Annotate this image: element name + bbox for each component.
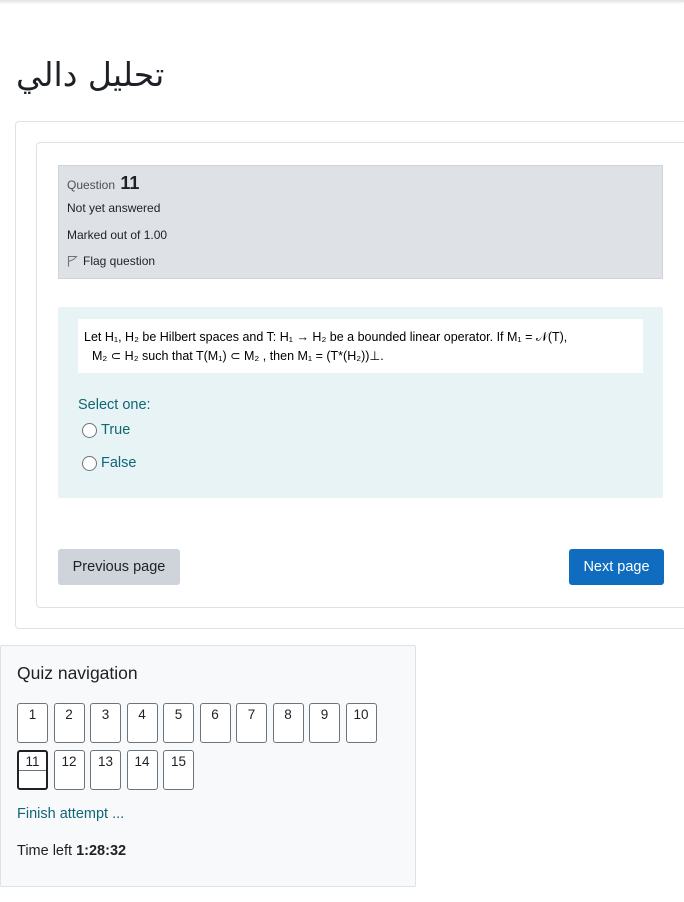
question-text-line-2: M₂ ⊂ H₂ such that T(M₁) ⊂ M₂ , then M₁ = (T*(H₂))⊥. <box>92 349 384 363</box>
page-title: تحليل دالي <box>16 55 165 94</box>
answer-label-true: True <box>101 422 131 438</box>
quiz-nav-button-12[interactable]: 12 <box>54 750 85 790</box>
question-text-line-1: Let H₁, H₂ be Hilbert spaces and T: H₁ → H₂ be a bounded linear operator. If M₁ = 𝒩(T), <box>84 330 568 344</box>
quiz-nav-button-10[interactable]: 10 <box>346 703 377 743</box>
radio-false[interactable] <box>82 456 97 471</box>
answer-label-false: False <box>101 455 137 471</box>
question-number: 11 <box>120 173 140 193</box>
quiz-nav-button-15[interactable]: 15 <box>163 750 194 790</box>
flag-question-link[interactable] <box>67 254 155 268</box>
quiz-nav-button-7[interactable]: 7 <box>236 703 267 743</box>
question-label: Question <box>67 178 116 192</box>
quiz-nav-button-14[interactable]: 14 <box>127 750 158 790</box>
quiz-nav-button-4[interactable]: 4 <box>127 703 158 743</box>
question-state: Not yet answered <box>67 201 161 215</box>
quiz-timer <box>17 843 126 859</box>
question-info <box>58 165 663 279</box>
quiz-nav-button-2[interactable]: 2 <box>54 703 85 743</box>
question-heading <box>67 173 139 194</box>
flag-icon <box>67 255 78 267</box>
quiz-nav-button-1[interactable]: 1 <box>17 703 48 743</box>
quiz-nav-button-6[interactable]: 6 <box>200 703 231 743</box>
question-text <box>78 319 643 373</box>
quiz-nav-button-3[interactable]: 3 <box>90 703 121 743</box>
quiz-nav-button-9[interactable]: 9 <box>309 703 340 743</box>
quiz-nav-button-8[interactable]: 8 <box>273 703 304 743</box>
finish-attempt-link[interactable]: Finish attempt ... <box>17 806 125 822</box>
quiz-navigation-block <box>0 645 416 887</box>
quiz-nav-button-11[interactable]: 11 <box>17 750 48 790</box>
time-left-value: 1:28:32 <box>76 843 127 859</box>
question-content <box>58 307 663 498</box>
time-left-label: Time left <box>17 843 77 859</box>
answer-option-false[interactable] <box>82 455 136 471</box>
next-page-button[interactable]: Next page <box>569 549 664 585</box>
quiz-navigation-title: Quiz navigation <box>17 663 138 683</box>
radio-true[interactable] <box>82 423 97 438</box>
question-grade: Marked out of 1.00 <box>67 228 168 242</box>
answer-option-true[interactable] <box>82 422 130 438</box>
quiz-nav-button-5[interactable]: 5 <box>163 703 194 743</box>
flag-question-label: Flag question <box>83 254 156 268</box>
top-navbar <box>0 0 684 2</box>
previous-page-button[interactable]: Previous page <box>58 549 180 585</box>
quiz-nav-button-13[interactable]: 13 <box>90 750 121 790</box>
answer-prompt: Select one: <box>78 397 151 413</box>
